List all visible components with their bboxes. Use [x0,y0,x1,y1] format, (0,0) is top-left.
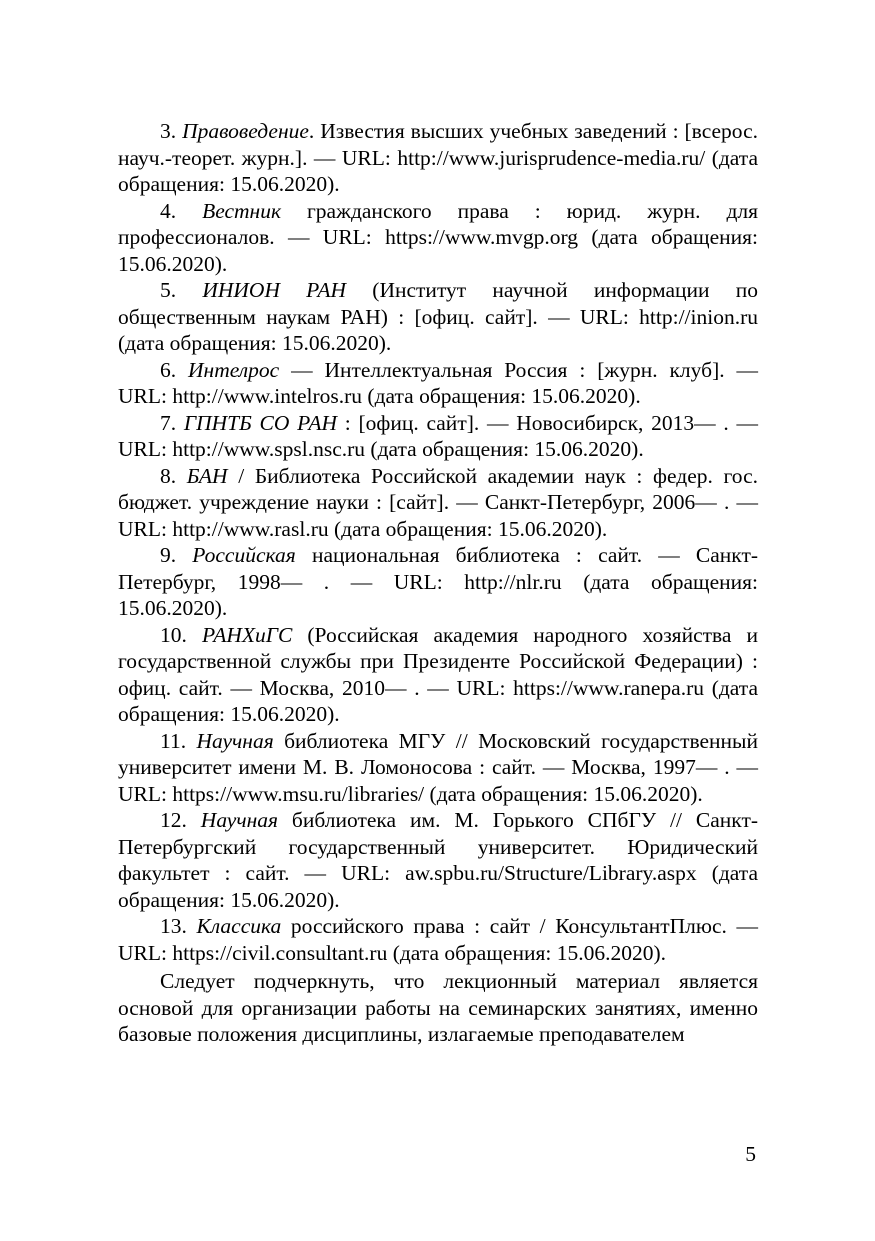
reference-number: 11. [160,728,187,753]
reference-entry [118,807,758,913]
reference-title: Правоведение [182,119,309,143]
reference-entry [118,277,758,357]
reference-text: библиотека им. М. Горького СПбГУ // Санкт-Петербургский государственный университет. Юридический факультет : сайт. — URL: aw.spbu.ru/Structure/Library.aspx (дата обращения: 15.06.2020). [118,808,759,912]
reference-number: 12. [160,808,187,832]
reference-title: РАНХиГС [201,622,293,647]
reference-entry [118,410,758,463]
reference-text: национальная библиотека : сайт. — Санкт-Петербург, 1998— . — URL: http://nlr.ru (дата обращения: 15.06.2020). [118,543,758,620]
reference-title: Научная [200,808,278,832]
reference-entry [118,357,758,410]
reference-text: библиотека МГУ // Московский государственный университет имени М. В. Ломоносова : сайт. — Москва, 1997— . — URL: https://www.msu.ru/libraries/ (дата обращения: 15.06.2020). [118,728,758,806]
reference-number: 9. [160,543,177,567]
reference-entry [118,118,758,198]
reference-text: : [офиц. сайт]. — Новосибирск, 2013— . — URL: http://www.spsl.nsc.ru (дата обращения: 15.06.2020). [118,410,758,461]
reference-number: 7. [160,410,177,435]
closing-paragraph: Следует подчеркнуть, что лекционный материал является основой для организации работы на семинарских занятиях, именно базовые положения дисциплины, излагаемые преподавателем [118,969,758,1046]
reference-number: 3. [160,119,177,143]
reference-title: Научная [196,728,274,753]
reference-entry [118,622,758,728]
reference-text: российского права : сайт / КонсультантПлюс. — URL: https://civil.consultant.ru (дата обращения: 15.06.2020). [118,914,758,965]
reference-title: Интелрос [188,357,280,382]
reference-title: ГПНТБ СО РАН [183,410,338,435]
reference-number: 4. [160,198,177,223]
reference-text: . Известия высших учебных заведений : [всерос. науч.-теорет. журн.]. — URL: http://www.jurisprudence-media.ru/ (дата обращения: 15.06.2020). [118,119,759,196]
reference-number: 10. [160,622,187,647]
reference-number: 8. [160,463,177,488]
reference-text: — Интеллектуальная Россия : [журн. клуб]. — URL: http://www.intelros.ru (дата обращения: 15.06.2020). [118,357,758,408]
reference-entry [118,463,758,543]
reference-number: 5. [160,278,177,302]
reference-entry [118,913,758,966]
reference-number: 6. [160,357,177,382]
reference-title: Российская [192,543,296,567]
reference-text: / Библиотека Российской академии наук : федер. гос. бюджет. учреждение науки : [сайт]. — Санкт-Петербург, 2006— . — URL: http://www.rasl.ru (дата обращения: 15.06.2020). [118,463,758,541]
reference-entry [118,198,758,278]
page-number: 5 [745,1142,756,1166]
reference-entry [118,542,758,622]
reference-title: БАН [186,463,228,488]
reference-entry [118,728,758,808]
reference-title: Классика [196,914,282,938]
reference-title: Вестник [202,198,282,223]
page-content [118,118,758,1048]
reference-text: гражданского права : юрид. журн. для профессионалов. — URL: https://www.mvgp.org (дата обращения: 15.06.2020). [118,198,759,276]
reference-text: (Институт научной информации по общественным наукам РАН) : [офиц. сайт]. — URL: http://inion.ru (дата обращения: 15.06.2020). [118,278,758,355]
reference-number: 13. [160,914,187,938]
reference-title: ИНИОН РАН [202,278,347,302]
reference-text: (Российская академия народного хозяйства и государственной службы при Президенте Российской Федерации) : офиц. сайт. — Москва, 2010— . — URL: https://www.ranepa.ru (дата обращения: 15.06.2020). [118,622,759,726]
